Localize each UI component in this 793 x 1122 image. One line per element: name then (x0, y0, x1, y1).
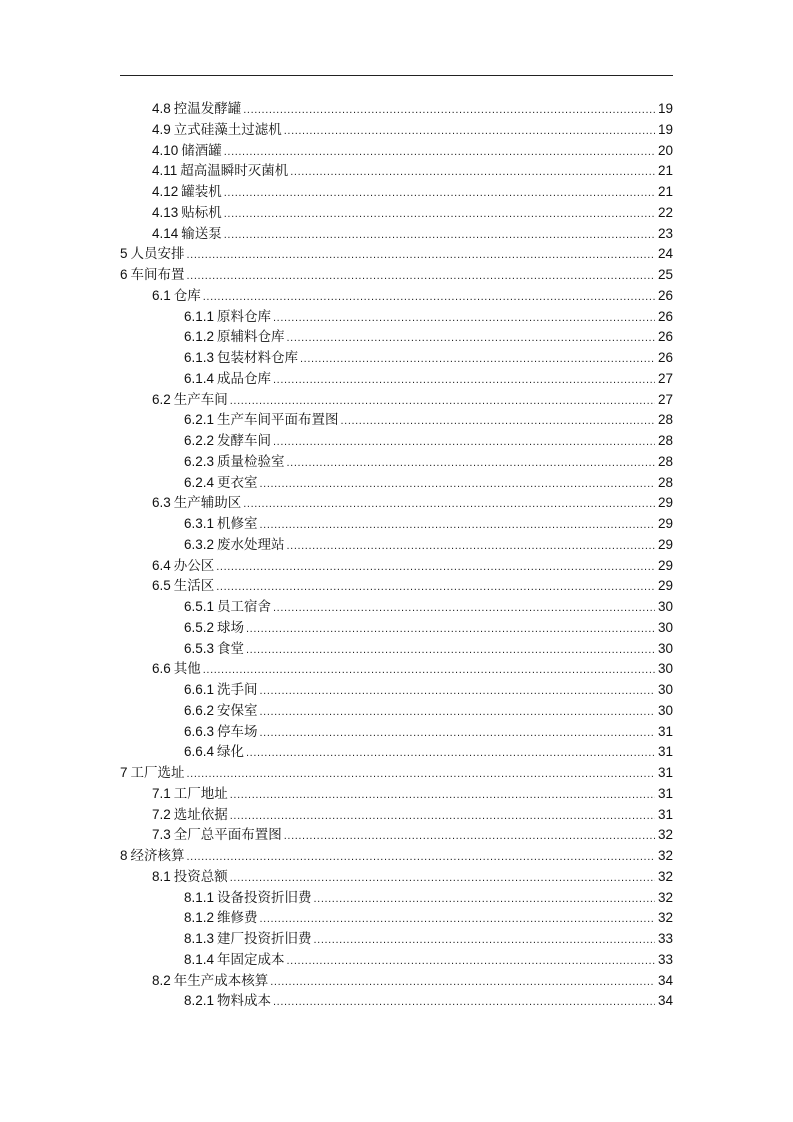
toc-entry-number: 4.11 (152, 163, 178, 179)
toc-entry-number: 6.4 (152, 557, 171, 573)
toc-entry-title: 工厂地址 (173, 785, 228, 802)
toc-entry-number: 6.1 (152, 287, 171, 303)
toc-entry-title: 其他 (173, 661, 201, 678)
toc-entry-page-number: 28 (657, 433, 673, 448)
toc-entry-title: 罐装机 (181, 184, 222, 200)
toc-entry-page-number: 27 (657, 391, 673, 407)
toc-dot-leader (314, 892, 655, 906)
toc-entry-6-1-4[interactable] (184, 366, 673, 387)
toc-entry-title: 控温发酵罐 (173, 101, 242, 117)
toc-entry-page-number: 30 (657, 702, 673, 718)
toc-entry-number: 6.3.2 (184, 536, 215, 552)
toc-entry-7-1[interactable] (152, 781, 673, 802)
toc-entry-number: 6.6 (152, 661, 171, 677)
toc-dot-leader (224, 186, 655, 200)
toc-entry-page-number: 28 (657, 412, 673, 428)
toc-entry-8-2-1[interactable] (184, 988, 673, 1009)
toc-entry-6-6-1[interactable] (184, 677, 673, 698)
toc-entry-8-1-2[interactable] (184, 905, 673, 926)
toc-entry-6-5[interactable] (152, 573, 673, 594)
toc-entry-8[interactable] (120, 843, 673, 864)
toc-entry-title: 经济核算 (130, 848, 185, 864)
toc-entry-page-number: 31 (657, 806, 673, 822)
toc-dot-leader (284, 829, 655, 843)
toc-entry-number: 6.2.2 (184, 433, 215, 448)
toc-entry-6-1[interactable] (152, 283, 673, 304)
toc-entry-page-number: 19 (657, 121, 673, 137)
toc-dot-leader (273, 311, 655, 325)
toc-dot-leader (287, 331, 655, 345)
toc-entry-number: 6.3.1 (184, 516, 215, 531)
toc-entry-title: 投资总额 (173, 868, 228, 885)
toc-entry-number: 6.6.1 (184, 682, 215, 697)
toc-entry-number: 8.2 (152, 972, 171, 988)
toc-entry-number: 6.6.2 (184, 702, 215, 718)
toc-dot-leader (187, 248, 655, 262)
toc-entry-4-11[interactable] (152, 158, 673, 179)
toc-entry-page-number: 29 (657, 495, 673, 511)
toc-entry-6-2[interactable] (152, 387, 673, 408)
toc-entry-page-number: 33 (657, 931, 673, 946)
toc-entry-page-number: 30 (657, 661, 673, 677)
toc-entry-page-number: 29 (657, 516, 673, 531)
toc-dot-leader (290, 165, 655, 179)
toc-entry-page-number: 31 (657, 765, 673, 780)
toc-entry-number: 8.1.4 (184, 951, 215, 967)
toc-entry-8-1-4[interactable] (184, 947, 673, 968)
toc-dot-leader (273, 995, 655, 1009)
toc-entry-8-1-3[interactable] (184, 926, 673, 947)
toc-dot-leader (203, 290, 655, 304)
toc-entry-page-number: 26 (657, 287, 673, 303)
toc-entry-6-3-2[interactable] (184, 532, 673, 553)
toc-entry-title: 年固定成本 (217, 951, 285, 968)
toc-entry-title: 办公区 (173, 557, 215, 574)
toc-entry-number: 6.5 (152, 578, 171, 594)
toc-entry-6-3-1[interactable] (184, 511, 673, 532)
toc-entry-title: 人员安排 (130, 246, 185, 263)
toc-dot-leader (260, 684, 655, 698)
toc-entry-number: 6 (120, 267, 128, 282)
toc-entry-7[interactable] (120, 760, 673, 781)
toc-entry-6-1-3[interactable] (184, 345, 673, 366)
toc-entry-number: 6.2.1 (184, 412, 215, 428)
toc-entry-page-number: 26 (657, 329, 673, 345)
toc-entry-page-number: 26 (657, 308, 673, 324)
toc-dot-leader (287, 539, 655, 553)
toc-entry-6-4[interactable] (152, 553, 673, 574)
toc-dot-leader (246, 746, 655, 760)
toc-entry-number: 8.2.1 (184, 993, 215, 1009)
toc-dot-leader (260, 518, 655, 532)
toc-entry-6-1-2[interactable] (184, 324, 673, 345)
toc-entry-title: 立式硅藻土过滤机 (173, 121, 282, 138)
toc-entry-page-number: 34 (657, 972, 673, 988)
toc-entry-number: 4.13 (152, 204, 179, 220)
toc-entry-page-number: 30 (657, 599, 673, 614)
toc-dot-leader (203, 663, 655, 677)
toc-entry-number: 7.2 (152, 806, 171, 822)
toc-entry-title: 输送泵 (181, 225, 222, 242)
toc-entry-title: 设备投资折旧费 (217, 889, 312, 906)
toc-entry-page-number: 32 (657, 848, 673, 863)
toc-entry-title: 洗手间 (217, 682, 258, 698)
toc-entry-title: 食堂 (217, 640, 245, 657)
toc-dot-leader (287, 954, 655, 968)
toc-dot-leader (243, 103, 655, 117)
toc-entry-title: 生产车间 (173, 391, 228, 408)
toc-entry-number: 8.1 (152, 868, 171, 884)
toc-entry-number: 6.1.3 (184, 350, 215, 365)
toc-entry-7-3[interactable] (152, 822, 673, 843)
toc-entry-title: 生产辅助区 (173, 495, 242, 512)
toc-entry-page-number: 27 (657, 370, 673, 386)
toc-entry-title: 废水处理站 (217, 536, 285, 553)
toc-entry-6-6-2[interactable] (184, 698, 673, 719)
toc-dot-leader (224, 207, 655, 221)
toc-entry-page-number: 30 (657, 682, 673, 697)
toc-dot-leader (300, 352, 655, 366)
toc-entry-number: 6.2 (152, 391, 171, 407)
toc-entry-6-3[interactable] (152, 490, 673, 511)
toc-entry-title: 发酵车间 (217, 433, 272, 449)
toc-entry-number: 6.5.1 (184, 599, 215, 614)
toc-entry-title: 质量检验室 (217, 453, 285, 470)
toc-dot-leader (284, 124, 655, 138)
toc-entry-title: 全厂总平面布置图 (173, 827, 282, 844)
toc-entry-number: 4.8 (152, 101, 171, 116)
toc-entry-6-5-1[interactable] (184, 594, 673, 615)
toc-entry-title: 安保室 (217, 702, 258, 719)
toc-entry-8-1-1[interactable] (184, 885, 673, 906)
toc-entry-6-2-3[interactable] (184, 449, 673, 470)
toc-dot-leader (216, 560, 655, 574)
toc-entry-5[interactable] (120, 241, 673, 262)
toc-dot-leader (246, 643, 655, 657)
toc-dot-leader (287, 456, 655, 470)
toc-entry-8-2[interactable] (152, 968, 673, 989)
toc-entry-title: 原料仓库 (217, 308, 272, 325)
toc-entry-page-number: 25 (657, 267, 673, 282)
toc-entry-4-12[interactable] (152, 179, 673, 200)
toc-entry-page-number: 26 (657, 350, 673, 365)
toc-entry-title: 生产车间平面布置图 (217, 412, 339, 429)
toc-entry-number: 6.5.2 (184, 619, 215, 635)
toc-entry-page-number: 32 (657, 910, 673, 926)
toc-entry-number: 5 (120, 246, 128, 262)
toc-entry-title: 建厂投资折旧费 (217, 931, 312, 947)
toc-entry-page-number: 31 (657, 785, 673, 801)
toc-entry-number: 7.1 (152, 785, 171, 801)
toc-entry-title: 维修费 (217, 910, 258, 927)
toc-entry-title: 包装材料仓库 (217, 350, 299, 366)
toc-dot-leader (187, 850, 655, 864)
toc-entry-number: 8.1.1 (184, 889, 215, 905)
toc-entry-title: 更衣室 (217, 474, 258, 491)
toc-entry-4-10[interactable] (152, 138, 673, 159)
toc-entry-title: 选址依据 (173, 806, 228, 823)
toc-entry-6-6-3[interactable] (184, 719, 673, 740)
toc-entry-title: 年生产成本核算 (173, 972, 269, 989)
toc-dot-leader (224, 145, 655, 159)
toc-entry-page-number: 32 (657, 889, 673, 905)
toc-entry-6-5-2[interactable] (184, 615, 673, 636)
toc-dot-leader (230, 809, 655, 823)
toc-dot-leader (273, 373, 655, 387)
toc-entry-title: 生活区 (173, 578, 215, 595)
toc-dot-leader (246, 622, 655, 636)
toc-entry-number: 8.1.3 (184, 931, 215, 946)
toc-entry-page-number: 22 (657, 204, 673, 220)
toc-entry-title: 工厂选址 (130, 765, 185, 781)
toc-entry-6-1-1[interactable] (184, 304, 673, 325)
toc-dot-leader (273, 601, 655, 615)
toc-entry-page-number: 24 (657, 246, 673, 262)
toc-entry-number: 6.2.4 (184, 474, 215, 490)
toc-entry-4-8[interactable] (152, 96, 673, 117)
toc-dot-leader (230, 871, 655, 885)
toc-entry-number: 8 (120, 848, 128, 863)
toc-entry-number: 4.9 (152, 121, 171, 137)
toc-entry-6-2-2[interactable] (184, 428, 673, 449)
toc-entry-6-5-3[interactable] (184, 636, 673, 657)
toc-entry-title: 停车场 (217, 723, 258, 740)
toc-entry-page-number: 31 (657, 744, 673, 760)
toc-entry-6[interactable] (120, 262, 673, 283)
toc-entry-4-9[interactable] (152, 117, 673, 138)
toc-entry-page-number: 29 (657, 578, 673, 594)
toc-entry-6-2-4[interactable] (184, 470, 673, 491)
toc-entry-page-number: 30 (657, 640, 673, 656)
toc-dot-leader (230, 788, 655, 802)
toc-dot-leader (270, 975, 655, 989)
toc-dot-leader (260, 477, 655, 491)
toc-entry-page-number: 23 (657, 225, 673, 241)
header-rule (120, 75, 673, 76)
toc-entry-number: 6.1.2 (184, 329, 215, 345)
toc-entry-page-number: 28 (657, 474, 673, 490)
toc-entry-page-number: 29 (657, 557, 673, 573)
toc-entry-page-number: 29 (657, 536, 673, 552)
toc-entry-number: 6.1.4 (184, 370, 215, 386)
toc-dot-leader (314, 933, 655, 947)
toc-entry-number: 8.1.2 (184, 910, 215, 926)
toc-entry-number: 6.6.4 (184, 744, 215, 760)
toc-entry-page-number: 30 (657, 619, 673, 635)
toc-entry-number: 6.6.3 (184, 723, 215, 739)
toc-entry-title: 球场 (217, 619, 245, 636)
toc-entry-4-13[interactable] (152, 200, 673, 221)
toc-entry-8-1[interactable] (152, 864, 673, 885)
toc-entry-number: 6.2.3 (184, 453, 215, 469)
toc-entry-title: 车间布置 (130, 267, 185, 283)
toc-entry-number: 6.1.1 (184, 308, 215, 324)
toc-entry-page-number: 19 (657, 101, 673, 116)
toc-entry-title: 仓库 (173, 287, 201, 304)
toc-entry-title: 超高温瞬时灭菌机 (180, 163, 289, 180)
toc-entry-page-number: 31 (657, 723, 673, 739)
toc-entry-page-number: 32 (657, 827, 673, 843)
toc-entry-title: 原辅料仓库 (217, 329, 285, 346)
toc-entry-title: 物料成本 (217, 993, 272, 1010)
toc-entry-title: 员工宿舍 (217, 599, 272, 615)
toc-entry-number: 4.10 (152, 142, 179, 158)
toc-dot-leader (260, 912, 655, 926)
toc-entry-page-number: 21 (657, 163, 673, 179)
toc-entry-number: 7.3 (152, 827, 171, 843)
toc-dot-leader (260, 705, 655, 719)
toc-entry-6-6[interactable] (152, 656, 673, 677)
toc-dot-leader (273, 435, 655, 449)
toc-entry-number: 4.12 (152, 184, 179, 199)
toc-entry-6-6-4[interactable] (184, 739, 673, 760)
toc-entry-title: 储酒罐 (181, 142, 222, 159)
toc-entry-page-number: 34 (657, 993, 673, 1009)
toc-entry-page-number: 28 (657, 453, 673, 469)
toc-dot-leader (341, 414, 655, 428)
toc-entry-title: 成品仓库 (217, 370, 272, 387)
toc-dot-leader (230, 394, 655, 408)
toc-dot-leader (224, 228, 655, 242)
toc-entry-page-number: 21 (657, 184, 673, 199)
toc-dot-leader (187, 767, 655, 781)
toc-entry-title: 绿化 (217, 744, 245, 761)
toc-entry-page-number: 33 (657, 951, 673, 967)
toc-entry-number: 4.14 (152, 225, 179, 241)
toc-entry-page-number: 32 (657, 868, 673, 884)
toc-dot-leader (187, 269, 655, 283)
toc-dot-leader (243, 497, 655, 511)
toc-entry-7-2[interactable] (152, 802, 673, 823)
toc-dot-leader (260, 726, 655, 740)
toc-entry-number: 7 (120, 765, 128, 780)
toc-entry-number: 6.5.3 (184, 640, 215, 656)
toc-entry-number: 6.3 (152, 495, 171, 511)
toc-entry-4-14[interactable] (152, 221, 673, 242)
toc-dot-leader (216, 580, 655, 594)
toc-entry-title: 机修室 (217, 516, 258, 532)
toc-entry-6-2-1[interactable] (184, 407, 673, 428)
toc-entry-page-number: 20 (657, 142, 673, 158)
toc-entry-title: 贴标机 (181, 204, 222, 221)
